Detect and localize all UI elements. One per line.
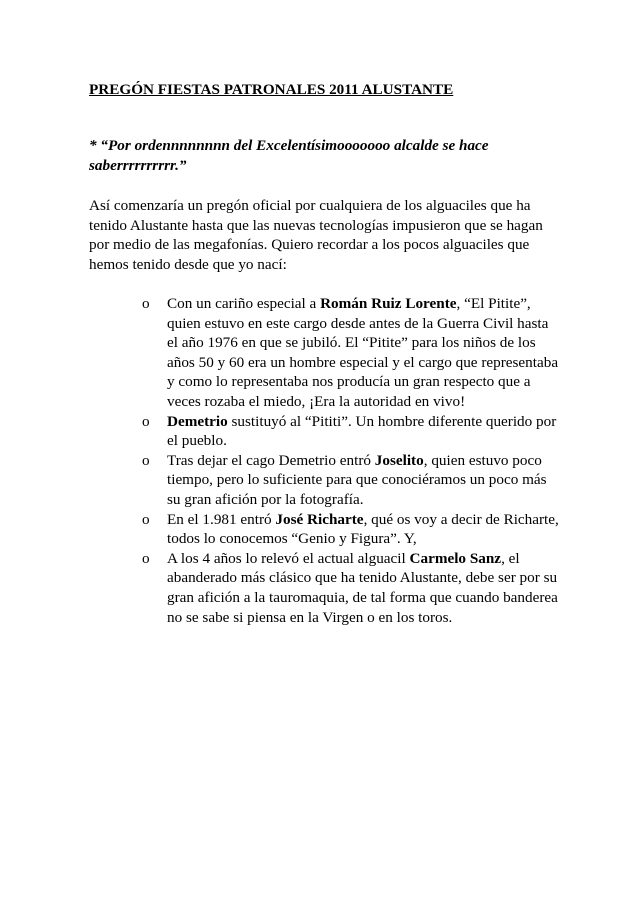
intro-paragraph (89, 196, 554, 274)
opening-quote: * “Por ordennnnnnnn del Excelentísimooooooo alcalde se hace saberrrrrrrrrr.” (89, 137, 489, 174)
person-name: Joselito (374, 451, 424, 469)
intro-line: que ha tenido Alustante hasta que las nuevas tecnologías (89, 197, 531, 234)
intro-line: Quiero recordar a los pocos alguaciles que hemos tenido desde (89, 236, 530, 273)
document-title: PREGÓN FIESTAS PATRONALES 2011 ALUSTANTE (89, 81, 454, 98)
bullet-icon: o (142, 451, 150, 469)
intro-line: que yo nací: (212, 255, 287, 273)
bullet-icon: o (142, 295, 150, 312)
list-item: o Tras dejar el cago Demetrio entró Joselito, quien estuvo poco tiempo, pero lo suficiente para que conociéramos un poco más su gran afición por la fotografía. (142, 451, 547, 508)
list-item: o Con un cariño especial a Román Ruiz Lorente, “El Pitite”, quien estuvo en este cargo desde antes de la Guerra Civil hasta el año 1976 en que se jubiló. El “Pitite” para los niños de los años 50 y 60 era un hombre especial y el cargo que representaba y como lo representaba nos producía un gran respecto que a veces rozaba el miedo, ¡Era la autoridad en vivo! (142, 295, 559, 410)
person-name: Demetrio (167, 412, 228, 430)
bullet-icon: o (142, 510, 150, 528)
person-name: Carmelo Sanz (409, 549, 502, 567)
intro-line: impusieron que se hagan por medio de las megafonías. (89, 216, 543, 254)
list-item: o A los 4 años lo relevó el actual alguacil Carmelo Sanz, el abanderado más clásico que ha tenido Alustante, debe ser por su gran afición a la tauromaquia, de tal forma que cuando banderea no se sabe si piensa en la Virgen o en los toros. (142, 549, 558, 626)
person-name: Román Ruiz Lorente (320, 295, 457, 312)
bullet-icon: o (142, 412, 150, 430)
bullet-icon: o (142, 549, 150, 567)
list-item: o Demetrio sustituyó al “Pititi”. Un hombre diferente querido por el pueblo. (142, 412, 557, 450)
intro-line: Así comenzaría un pregón oficial por cualquiera de los alguaciles (89, 197, 487, 214)
person-name: José Richarte (275, 510, 364, 528)
list-item: o En el 1.981 entró José Richarte, qué os voy a decir de Richarte, todos lo conocemos “Genio y Figura”. Y, (142, 510, 559, 548)
alguaciles-list (142, 294, 562, 627)
